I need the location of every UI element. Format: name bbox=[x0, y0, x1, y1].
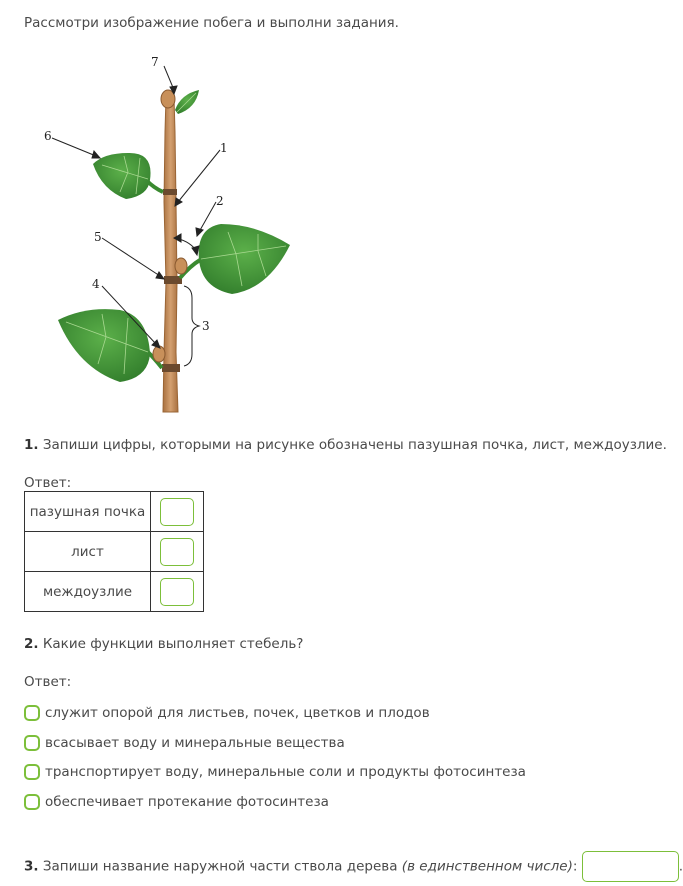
question-1-number: 1. bbox=[24, 437, 39, 453]
table-row bbox=[25, 492, 204, 532]
internode-brace bbox=[184, 286, 199, 366]
option-3-checkbox[interactable] bbox=[24, 764, 40, 780]
question-3-colon: : bbox=[572, 858, 578, 875]
option-4[interactable] bbox=[24, 794, 329, 810]
table-row bbox=[25, 572, 204, 612]
term-internode: междоузлие bbox=[25, 572, 151, 612]
terms-table bbox=[24, 491, 204, 612]
question-3 bbox=[24, 851, 683, 883]
question-2-text: Какие функции выполняет стебель? bbox=[42, 636, 304, 652]
figure-label-7: 7 bbox=[151, 55, 159, 69]
figure-label-3: 3 bbox=[202, 319, 210, 333]
option-1-label: служит опорой для листьев, почек, цветков и плодов bbox=[45, 705, 430, 721]
figure-label-2: 2 bbox=[216, 194, 224, 208]
term-axillary-bud: пазушная почка bbox=[25, 492, 151, 532]
answer-input-bark[interactable] bbox=[582, 851, 679, 882]
figure-label-1: 1 bbox=[220, 141, 228, 155]
question-3-end: . bbox=[678, 858, 683, 875]
leaf-lower-left bbox=[58, 309, 150, 382]
question-1-answer-label: Ответ: bbox=[24, 475, 72, 491]
node-lower bbox=[162, 364, 180, 372]
question-3-number: 3. bbox=[24, 858, 39, 875]
question-1 bbox=[24, 437, 667, 453]
intro-text: Рассмотри изображение побега и выполни задания. bbox=[24, 15, 399, 31]
axillary-bud-lower bbox=[153, 346, 165, 362]
leaf-middle-right bbox=[199, 224, 290, 294]
term-leaf: лист bbox=[25, 532, 151, 572]
question-2 bbox=[24, 636, 303, 652]
figure-label-4: 4 bbox=[92, 277, 100, 291]
question-1-text: Запиши цифры, которыми на рисунке обозначены пазушная почка, лист, междоузлие. bbox=[42, 437, 667, 453]
question-3-text: Запиши название наружной части ствола дерева bbox=[42, 858, 398, 875]
question-2-number: 2. bbox=[24, 636, 39, 652]
question-3-hint: (в единственном числе) bbox=[401, 858, 573, 875]
question-2-answer-label: Ответ: bbox=[24, 674, 72, 690]
answer-input-internode[interactable] bbox=[160, 578, 194, 606]
axillary-bud-middle bbox=[175, 258, 187, 274]
option-4-label: обеспечивает протекание фотосинтеза bbox=[45, 794, 329, 810]
leaf-upper-left bbox=[93, 153, 151, 199]
answer-input-axillary-bud[interactable] bbox=[160, 498, 194, 526]
option-4-checkbox[interactable] bbox=[24, 794, 40, 810]
option-3[interactable] bbox=[24, 764, 526, 780]
option-1[interactable] bbox=[24, 705, 430, 721]
node-upper bbox=[163, 189, 177, 195]
option-2-checkbox[interactable] bbox=[24, 735, 40, 751]
table-row bbox=[25, 532, 204, 572]
option-2-label: всасывает воду и минеральные вещества bbox=[45, 735, 345, 751]
shoot-diagram bbox=[36, 52, 306, 422]
figure-label-6: 6 bbox=[44, 129, 52, 143]
figure-label-5: 5 bbox=[94, 230, 102, 244]
answer-input-leaf[interactable] bbox=[160, 538, 194, 566]
option-2[interactable] bbox=[24, 735, 345, 751]
option-3-label: транспортирует воду, минеральные соли и продукты фотосинтеза bbox=[45, 764, 526, 780]
option-1-checkbox[interactable] bbox=[24, 705, 40, 721]
